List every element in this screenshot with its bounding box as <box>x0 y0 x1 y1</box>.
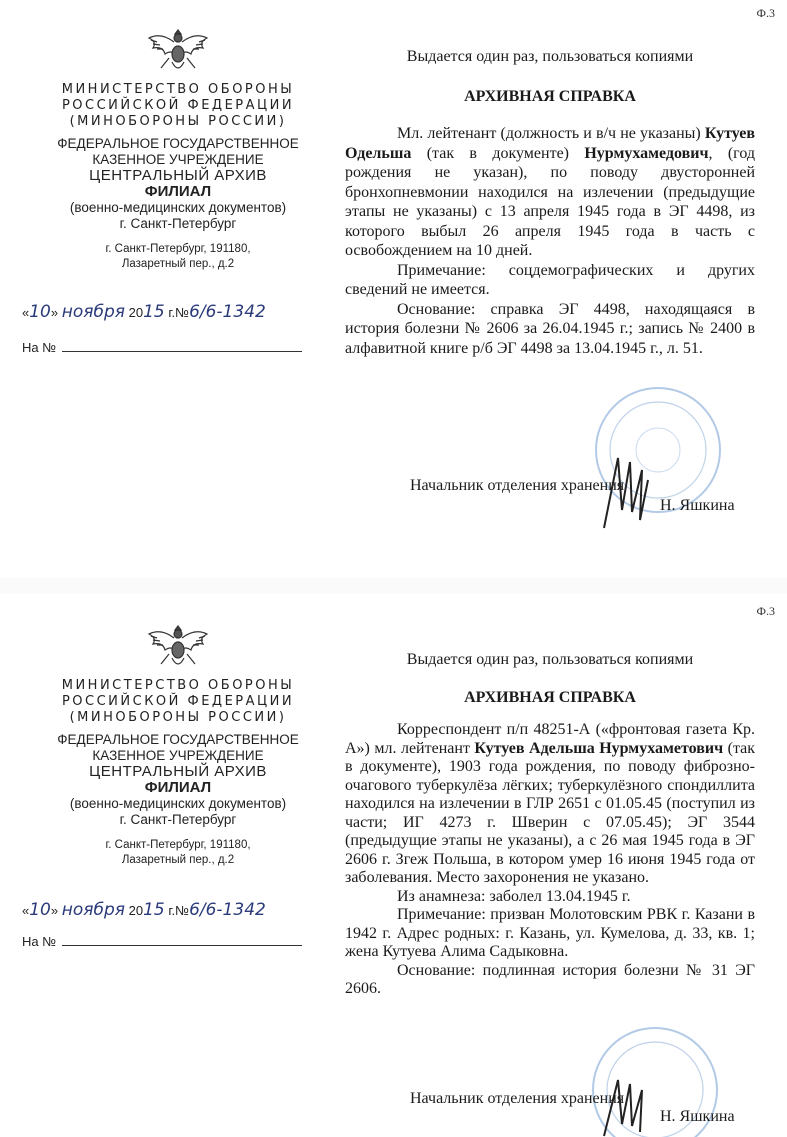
main-paragraph <box>345 721 755 888</box>
date-quote-open: « <box>22 305 30 320</box>
date-day: 10 <box>29 900 51 920</box>
org-line-4: ФИЛИАЛ <box>144 183 212 200</box>
address-line-1: г. Санкт-Петербург, 191180, <box>105 839 251 851</box>
org-line-3: ЦЕНТРАЛЬНЫЙ АРХИВ <box>89 167 267 184</box>
basis-paragraph: Основание: подлинная история болезни № 31 ЭГ 2606. <box>345 961 755 997</box>
date-quote-close: » <box>50 903 59 918</box>
chief-title: Начальник отделения хранения <box>410 477 625 494</box>
ministry-line-3: (МИНОБОРОНЫ РОССИИ) <box>69 710 287 725</box>
form-number: Ф.3 <box>756 604 775 618</box>
page-separator <box>0 578 787 594</box>
org-line-4: ФИЛИАЛ <box>144 779 212 796</box>
signer-name: Н. Яшкина <box>660 497 735 514</box>
date-quote-close: » <box>50 305 59 320</box>
date-year-prefix: 20 <box>128 305 144 320</box>
org-line-6: г. Санкт-Петербург <box>119 216 237 231</box>
p1-text-c: , (год рождения не указан), по поводу двусторонней бронхопневмонии находился на излечении (предыдущие этапы не указаны) с 13 апреля 1945 года в ЭГ 4498, из которого выбыл 26 апреля 1945 года в часть с освобождением на 10 дней. <box>345 144 756 259</box>
date-quote-open: « <box>22 903 30 918</box>
ministry-line-1: МИНИСТЕРСТВО ОБОРОНЫ <box>61 82 295 97</box>
eagle-emblem-icon <box>143 24 213 76</box>
org-line-5: (военно-медицинских документов) <box>69 796 287 811</box>
org-line-3: ЦЕНТРАЛЬНЫЙ АРХИВ <box>89 763 267 780</box>
issue-notice: Выдается один раз, пользоваться копиями <box>406 48 694 65</box>
doc-number-label: г.№ <box>168 903 190 918</box>
date-year: 15 <box>143 900 165 920</box>
reference-row <box>22 340 322 355</box>
basis-paragraph: Основание: справка ЭГ 4498, находящаяся в история болезни № 2606 за 26.04.1945 г.; запись № 2400 в алфавитной книге р/б ЭГ 4498 за 13.04.1945 г., л. 51. <box>345 300 755 357</box>
form-number: Ф.3 <box>756 6 775 20</box>
p1-text-a: Мл. лейтенант (должность и в/ч не указаны) <box>397 125 705 142</box>
date-year-prefix: 20 <box>128 903 144 918</box>
archive-certificate-2 <box>0 594 787 1137</box>
reference-row <box>22 934 322 949</box>
p1-text-a: Корреспондент п/п 48251-А («фронтовая газета Кр. А») мл. лейтенант <box>345 721 755 757</box>
note-paragraph: Примечание: соцдемографических и других сведений не имеется. <box>345 261 755 298</box>
doc-number-label: г.№ <box>168 305 190 320</box>
certificate-body <box>345 650 755 999</box>
reference-line <box>62 341 302 352</box>
reference-label: На № <box>22 934 57 949</box>
org-line-5: (военно-медицинских документов) <box>69 200 287 215</box>
certificate-title: АРХИВНАЯ СПРАВКА <box>464 688 636 706</box>
org-line-1: ФЕДЕРАЛЬНОЕ ГОСУДАРСТВЕННОЕ <box>57 732 299 747</box>
reference-line <box>62 935 302 946</box>
person-name: Кутуев Адельша Нурмухаметович <box>474 739 724 757</box>
issue-notice: Выдается один раз, пользоваться копиями <box>406 651 694 668</box>
letterhead <box>28 24 328 272</box>
doc-number: 6/6-1342 <box>189 302 266 322</box>
main-paragraph <box>345 124 755 261</box>
p1-text-b: (так в документе) <box>411 144 585 162</box>
ministry-line-1: МИНИСТЕРСТВО ОБОРОНЫ <box>61 678 295 693</box>
doc-number: 6/6-1342 <box>189 900 266 920</box>
date-month: ноября <box>61 900 125 920</box>
org-line-2: КАЗЕННОЕ УЧРЕЖДЕНИЕ <box>92 748 264 763</box>
person-name-1: Кутуев Одельша <box>345 125 755 162</box>
date-number-row <box>22 900 322 926</box>
signer-name: Н. Яшкина <box>660 1108 735 1125</box>
certificate-body <box>345 47 755 358</box>
date-month: ноября <box>61 302 125 322</box>
eagle-emblem-icon <box>143 620 213 672</box>
org-line-1: ФЕДЕРАЛЬНОЕ ГОСУДАРСТВЕННОЕ <box>57 136 299 151</box>
address-line-2: Лазаретный пер., д.2 <box>121 854 235 866</box>
address-line-2: Лазаретный пер., д.2 <box>121 258 235 270</box>
certificate-title: АРХИВНАЯ СПРАВКА <box>464 87 636 105</box>
org-line-6: г. Санкт-Петербург <box>119 812 237 827</box>
person-patronymic: Нурмухамедович <box>584 144 709 162</box>
p1-text-b: (так в документе), 1903 года рождения, по поводу фиброзно-очагового туберкулёза лёгких; туберкулёзного спондиллита находился на излечении в ГЛР 2651 с 01.05.45 (поступил из части; ИГ 4273 г. Шверин с 07.05.45); ЭГ 3544 (предыдущие этапы не указаны), а с 26 мая 1945 года в ЭГ 2606 г. Згеж Польша, в котором умер 16 июня 1945 года от заболевания. Место захоронения не указано. <box>345 739 756 886</box>
date-number-row <box>22 302 322 328</box>
letterhead <box>28 620 328 868</box>
org-line-2: КАЗЕННОЕ УЧРЕЖДЕНИЕ <box>92 152 264 167</box>
ministry-line-2: РОССИЙСКОЙ ФЕДЕРАЦИИ <box>61 694 295 709</box>
anamnesis-paragraph: Из анамнеза: заболел 13.04.1945 г. <box>397 887 631 905</box>
reference-label: На № <box>22 340 57 355</box>
note-paragraph: Примечание: призван Молотовским РВК г. Казани в 1942 г. Адрес родных: г. Казань, ул. Кумелова, д. 33, кв. 1; жена Кутуева Алима Садыковна. <box>345 906 755 960</box>
address-line-1: г. Санкт-Петербург, 191180, <box>105 243 251 255</box>
ministry-line-3: (МИНОБОРОНЫ РОССИИ) <box>69 114 287 129</box>
ministry-line-2: РОССИЙСКОЙ ФЕДЕРАЦИИ <box>61 98 295 113</box>
date-year: 15 <box>143 302 165 322</box>
date-day: 10 <box>29 302 51 322</box>
chief-title: Начальник отделения хранения <box>410 1090 625 1107</box>
